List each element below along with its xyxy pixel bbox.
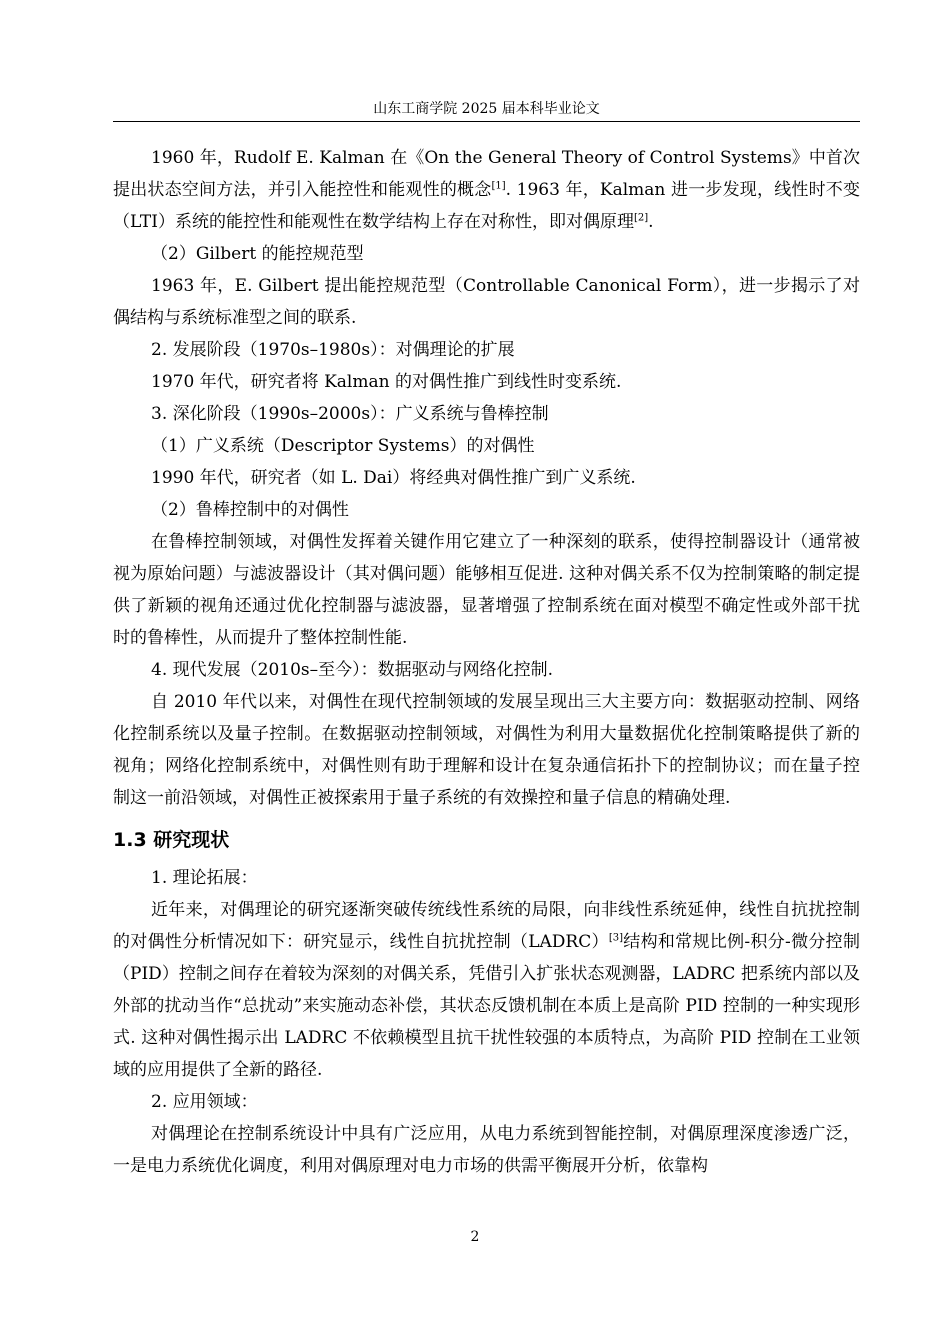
citation-ref: [2] — [633, 212, 649, 224]
citation-ref: [1] — [491, 180, 506, 192]
subheading-robust-control: （2）鲁棒控制中的对偶性 — [151, 500, 349, 520]
subheading-descriptor-systems: （1）广义系统（Descriptor Systems）的对偶性 — [151, 436, 535, 456]
paragraph-robust-control: 在鲁棒控制领域，对偶性发挥着关键作用它建立了一种深刻的联系，使得控制器设计（通常被视为原始问题）与滤波器设计（其对偶问题）能够相互促进. 这种对偶关系不仅为控制策略的制定提供了新颖的视角还通过优化控制器与滤波器，显著增强了控制系统在面对模型不确定性或外部干扰时的鲁棒性，从而提升了整体控制性能. — [113, 532, 860, 648]
subheading-gilbert: （2）Gilbert 的能控规范型 — [151, 244, 364, 264]
section-heading: 1.3 研究现状 — [113, 829, 230, 851]
paragraph-text: 1960 年，Rudolf E. Kalman 在《On the General Theory of Control Systems》中首次提出状态空间方法，并引入能控性和能观性的概念 — [113, 148, 860, 200]
document-body — [113, 142, 860, 1182]
paragraph-text: 结构和常规比例-积分-微分控制（PID）控制之间存在着较为深刻的对偶关系，凭借引入扩张状态观测器，LADRC 把系统内部以及外部的扰动当作“总扰动”来实施动态补偿，其状态反馈机制在本质上是高阶 PID 控制的一种实现形式. 这种对偶性揭示出 LADRC 不依赖模型且抗干扰性较强的本质特点，为高阶 PID 控制在工业领域的应用提供了全新的路径. — [113, 932, 860, 1080]
subheading-modern-development: 4. 现代发展（2010s–至今）：数据驱动与网络化控制. — [151, 660, 554, 680]
header-divider — [113, 121, 860, 122]
subheading-applications: 2. 应用领域： — [151, 1092, 258, 1112]
paragraph-ladrc — [113, 894, 860, 1086]
subheading-deepening-stage: 3. 深化阶段（1990s–2000s）：广义系统与鲁棒控制 — [151, 404, 549, 424]
page-header: 山东工商学院 2025 届本科毕业论文 — [373, 101, 600, 117]
page-number: 2 — [470, 1229, 480, 1245]
paragraph-modern-development: 自 2010 年代以来，对偶性在现代控制领域的发展呈现出三大主要方向：数据驱动控制、网络化控制系统以及量子控制。在数据驱动控制领域，对偶性为利用大量数据优化控制策略提供了新的视角；网络化控制系统中，对偶性则有助于理解和设计在复杂通信拓扑下的控制协议；而在量子控制这一前沿领域，对偶性正被探索用于量子系统的有效操控和量子信息的精确处理. — [113, 692, 860, 808]
paragraph-gilbert-1963: 1963 年，E. Gilbert 提出能控规范型（Controllable Canonical Form），进一步揭示了对偶结构与系统标准型之间的联系. — [113, 276, 860, 328]
subheading-theory-extension: 1. 理论拓展： — [151, 868, 258, 888]
citation-ref: [3] — [608, 932, 623, 944]
paragraph-text: . 1963 年，Kalman 进一步发现，线性时不变（LTI）系统的能控性和能观性在数学结构上存在对称性，即对偶原理 — [113, 180, 861, 232]
paragraph-applications: 对偶理论在控制系统设计中具有广泛应用，从电力系统到智能控制，对偶原理深度渗透广泛，一是电力系统优化调度，利用对偶原理对电力市场的供需平衡展开分析，依靠构 — [113, 1124, 860, 1176]
paragraph-1970s: 1970 年代，研究者将 Kalman 的对偶性推广到线性时变系统. — [151, 372, 622, 392]
paragraph-kalman-1960 — [113, 142, 860, 238]
paragraph-1990s: 1990 年代，研究者（如 L. Dai）将经典对偶性推广到广义系统. — [151, 468, 636, 488]
subheading-development-stage: 2. 发展阶段（1970s–1980s）：对偶理论的扩展 — [151, 340, 515, 360]
paragraph-text: 近年来，对偶理论的研究逐渐突破传统线性系统的局限，向非线性系统延伸，线性自抗扰控制的对偶性分析情况如下：研究显示，线性自抗扰控制（LADRC） — [113, 900, 860, 952]
paragraph-text: . — [648, 212, 654, 232]
